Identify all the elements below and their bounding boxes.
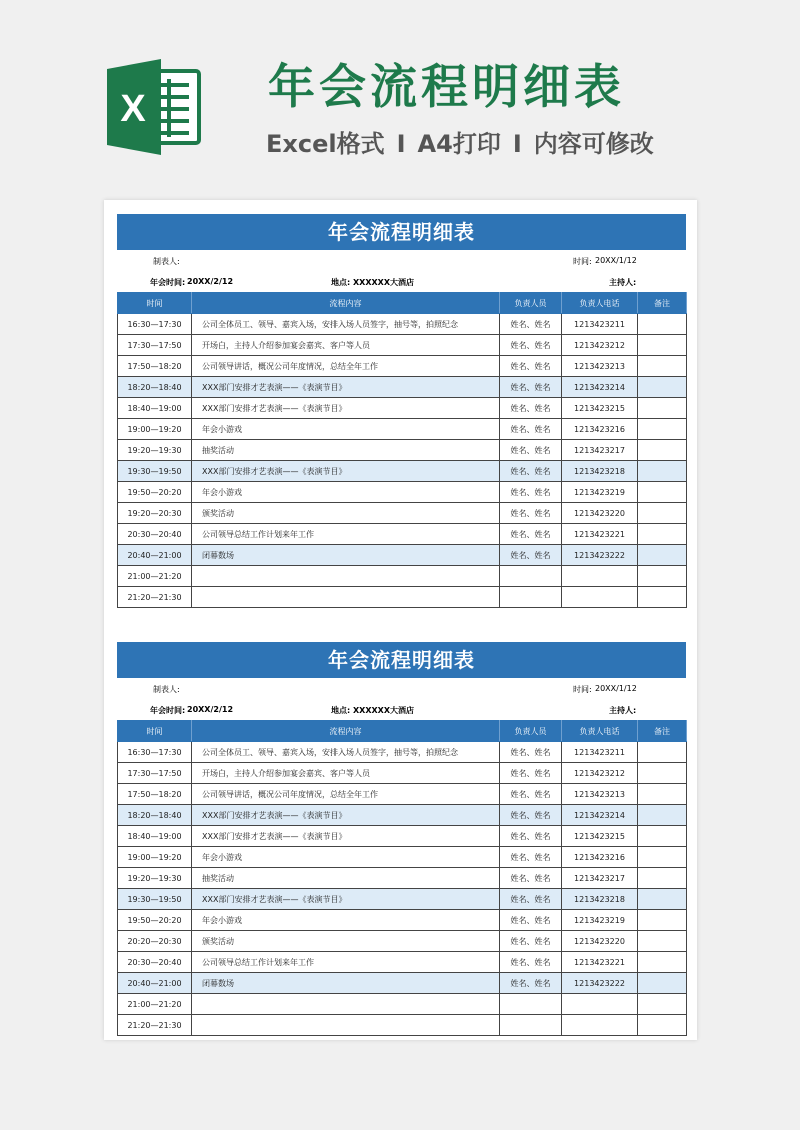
place-value: XXXXXX大酒店 <box>353 706 415 715</box>
table-row <box>118 826 687 847</box>
row-note-cell <box>638 461 687 482</box>
row-time-cell: 21:20—21:30 <box>118 1015 192 1036</box>
row-time-cell: 19:00—19:20 <box>118 419 192 440</box>
row-content-cell: 年会小游戏 <box>192 910 500 931</box>
row-time-cell: 19:50—20:20 <box>118 482 192 503</box>
time-label: 时间: <box>573 257 592 266</box>
date-label: 年会时间: <box>150 278 186 287</box>
table-row <box>118 763 687 784</box>
row-phone-cell: 1213423221 <box>562 952 638 973</box>
table-row <box>118 524 687 545</box>
row-time-cell: 18:40—19:00 <box>118 398 192 419</box>
table-row <box>118 952 687 973</box>
row-note-cell <box>638 826 687 847</box>
row-content-cell: 闭幕数场 <box>192 973 500 994</box>
table-row <box>118 742 687 763</box>
table-row <box>118 566 687 587</box>
row-staff-cell <box>500 1015 562 1036</box>
row-staff-cell: 姓名、姓名 <box>500 784 562 805</box>
row-phone-cell <box>562 566 638 587</box>
row-staff-cell <box>500 994 562 1015</box>
excel-logo-letter: X <box>120 88 146 130</box>
row-content-cell: 颁奖活动 <box>192 503 500 524</box>
row-staff-cell: 姓名、姓名 <box>500 440 562 461</box>
date-value: 20XX/2/12 <box>187 277 234 286</box>
row-time-cell: 17:50—18:20 <box>118 784 192 805</box>
row-time-cell: 20:40—21:00 <box>118 973 192 994</box>
row-content-cell <box>192 587 500 608</box>
sheet-1 <box>117 214 686 608</box>
col-header-time: 时间 <box>118 293 192 314</box>
time-value: 20XX/1/12 <box>595 256 637 265</box>
subtitle-editable: 内容可修改 <box>533 130 654 158</box>
row-time-cell: 21:20—21:30 <box>118 587 192 608</box>
col-header-phone: 负责人电话 <box>562 721 638 742</box>
row-content-cell: 公司领导总结工作计划来年工作 <box>192 524 500 545</box>
row-phone-cell: 1213423217 <box>562 868 638 889</box>
schedule-table <box>117 720 687 1036</box>
time-value: 20XX/1/12 <box>595 684 637 693</box>
subtitle-separator: I <box>512 130 522 158</box>
row-note-cell <box>638 763 687 784</box>
table-row <box>118 398 687 419</box>
place-label: 地点: <box>331 278 351 287</box>
row-time-cell: 18:20—18:40 <box>118 805 192 826</box>
row-staff-cell: 姓名、姓名 <box>500 910 562 931</box>
row-content-cell: XXX部门安排才艺表演——《表演节目》 <box>192 461 500 482</box>
table-row <box>118 440 687 461</box>
row-staff-cell: 姓名、姓名 <box>500 314 562 335</box>
row-time-cell: 17:50—18:20 <box>118 356 192 377</box>
row-note-cell <box>638 356 687 377</box>
table-row <box>118 847 687 868</box>
row-content-cell: XXX部门安排才艺表演——《表演节目》 <box>192 377 500 398</box>
sheet-2 <box>117 642 686 1036</box>
row-phone-cell: 1213423215 <box>562 826 638 847</box>
row-time-cell: 20:30—20:40 <box>118 952 192 973</box>
row-phone-cell: 1213423219 <box>562 482 638 503</box>
row-phone-cell: 1213423211 <box>562 742 638 763</box>
row-content-cell: 颁奖活动 <box>192 931 500 952</box>
date-label: 年会时间: <box>150 706 186 715</box>
meta-row-maker <box>117 678 686 699</box>
row-time-cell: 20:20—20:30 <box>118 931 192 952</box>
row-phone-cell: 1213423221 <box>562 524 638 545</box>
table-row <box>118 1015 687 1036</box>
row-time-cell: 19:50—20:20 <box>118 910 192 931</box>
table-header-row <box>118 293 687 314</box>
row-time-cell: 18:40—19:00 <box>118 826 192 847</box>
table-row <box>118 482 687 503</box>
row-staff-cell: 姓名、姓名 <box>500 847 562 868</box>
row-time-cell: 20:40—21:00 <box>118 545 192 566</box>
subtitle-separator: I <box>396 130 406 158</box>
row-note-cell <box>638 847 687 868</box>
row-note-cell <box>638 524 687 545</box>
row-note-cell <box>638 931 687 952</box>
time-label: 时间: <box>573 685 592 694</box>
col-header-phone: 负责人电话 <box>562 293 638 314</box>
row-phone-cell: 1213423219 <box>562 910 638 931</box>
col-header-time: 时间 <box>118 721 192 742</box>
table-row <box>118 461 687 482</box>
row-time-cell: 16:30—17:30 <box>118 314 192 335</box>
date-value: 20XX/2/12 <box>187 705 234 714</box>
row-time-cell: 19:20—20:30 <box>118 503 192 524</box>
table-row <box>118 587 687 608</box>
meta-row-info <box>117 699 686 720</box>
row-content-cell: XXX部门安排才艺表演——《表演节目》 <box>192 805 500 826</box>
row-note-cell <box>638 994 687 1015</box>
col-header-note: 备注 <box>638 721 687 742</box>
row-content-cell: 公司领导讲话，概况公司年度情况，总结全年工作 <box>192 356 500 377</box>
row-content-cell <box>192 1015 500 1036</box>
col-header-note: 备注 <box>638 293 687 314</box>
row-phone-cell: 1213423217 <box>562 440 638 461</box>
row-time-cell: 19:30—19:50 <box>118 461 192 482</box>
page-subtitle <box>266 128 654 160</box>
row-phone-cell: 1213423215 <box>562 398 638 419</box>
row-staff-cell: 姓名、姓名 <box>500 742 562 763</box>
row-phone-cell <box>562 994 638 1015</box>
row-note-cell <box>638 742 687 763</box>
row-phone-cell: 1213423220 <box>562 931 638 952</box>
row-content-cell: 公司全体员工、领导、嘉宾入场，安排入场人员签字，抽号等，拍照纪念 <box>192 314 500 335</box>
row-staff-cell: 姓名、姓名 <box>500 952 562 973</box>
row-staff-cell: 姓名、姓名 <box>500 377 562 398</box>
row-staff-cell: 姓名、姓名 <box>500 805 562 826</box>
table-row <box>118 805 687 826</box>
row-phone-cell: 1213423216 <box>562 419 638 440</box>
row-phone-cell: 1213423222 <box>562 545 638 566</box>
row-staff-cell: 姓名、姓名 <box>500 889 562 910</box>
row-phone-cell: 1213423218 <box>562 461 638 482</box>
row-content-cell: 公司全体员工、领导、嘉宾入场，安排入场人员签字，抽号等，拍照纪念 <box>192 742 500 763</box>
row-note-cell <box>638 335 687 356</box>
col-header-staff: 负责人员 <box>500 293 562 314</box>
excel-logo-icon <box>103 57 203 157</box>
col-header-content: 流程内容 <box>192 293 500 314</box>
row-phone-cell: 1213423220 <box>562 503 638 524</box>
table-row <box>118 503 687 524</box>
row-content-cell: 开场白，主持人介绍参加宴会嘉宾、客户等人员 <box>192 335 500 356</box>
row-content-cell: 公司领导总结工作计划来年工作 <box>192 952 500 973</box>
place-label: 地点: <box>331 706 351 715</box>
table-row <box>118 931 687 952</box>
row-note-cell <box>638 314 687 335</box>
table-header-row <box>118 721 687 742</box>
table-row <box>118 335 687 356</box>
maker-label: 制表人: <box>153 257 180 266</box>
row-phone-cell: 1213423212 <box>562 335 638 356</box>
col-header-staff: 负责人员 <box>500 721 562 742</box>
table-row <box>118 545 687 566</box>
table-row <box>118 973 687 994</box>
row-staff-cell: 姓名、姓名 <box>500 482 562 503</box>
host-label: 主持人: <box>609 706 637 715</box>
maker-label: 制表人: <box>153 685 180 694</box>
row-note-cell <box>638 952 687 973</box>
table-row <box>118 868 687 889</box>
col-header-content: 流程内容 <box>192 721 500 742</box>
row-phone-cell: 1213423213 <box>562 784 638 805</box>
row-content-cell: 年会小游戏 <box>192 847 500 868</box>
schedule-table <box>117 292 687 608</box>
row-phone-cell: 1213423212 <box>562 763 638 784</box>
row-staff-cell <box>500 566 562 587</box>
row-staff-cell: 姓名、姓名 <box>500 545 562 566</box>
host-label: 主持人: <box>609 278 637 287</box>
row-time-cell: 21:00—21:20 <box>118 994 192 1015</box>
row-staff-cell: 姓名、姓名 <box>500 524 562 545</box>
row-staff-cell: 姓名、姓名 <box>500 503 562 524</box>
row-staff-cell: 姓名、姓名 <box>500 356 562 377</box>
row-content-cell: XXX部门安排才艺表演——《表演节目》 <box>192 826 500 847</box>
row-content-cell: 抽奖活动 <box>192 868 500 889</box>
row-staff-cell: 姓名、姓名 <box>500 868 562 889</box>
row-phone-cell: 1213423216 <box>562 847 638 868</box>
row-note-cell <box>638 587 687 608</box>
row-note-cell <box>638 419 687 440</box>
row-content-cell: XXX部门安排才艺表演——《表演节目》 <box>192 889 500 910</box>
row-content-cell: 开场白，主持人介绍参加宴会嘉宾、客户等人员 <box>192 763 500 784</box>
subtitle-format: Excel格式 <box>266 130 385 158</box>
row-phone-cell <box>562 587 638 608</box>
row-staff-cell: 姓名、姓名 <box>500 973 562 994</box>
row-content-cell: 年会小游戏 <box>192 482 500 503</box>
row-note-cell <box>638 377 687 398</box>
row-note-cell <box>638 566 687 587</box>
row-note-cell <box>638 889 687 910</box>
place-value: XXXXXX大酒店 <box>353 278 415 287</box>
row-note-cell <box>638 503 687 524</box>
sheet-title: 年会流程明细表 <box>117 642 686 678</box>
row-staff-cell: 姓名、姓名 <box>500 461 562 482</box>
row-note-cell <box>638 784 687 805</box>
row-time-cell: 18:20—18:40 <box>118 377 192 398</box>
row-content-cell: 公司领导讲话，概况公司年度情况，总结全年工作 <box>192 784 500 805</box>
row-phone-cell: 1213423214 <box>562 377 638 398</box>
row-time-cell: 19:20—19:30 <box>118 440 192 461</box>
row-time-cell: 19:20—19:30 <box>118 868 192 889</box>
table-row <box>118 377 687 398</box>
table-row <box>118 419 687 440</box>
row-content-cell: 抽奖活动 <box>192 440 500 461</box>
row-time-cell: 19:30—19:50 <box>118 889 192 910</box>
row-content-cell: XXX部门安排才艺表演——《表演节目》 <box>192 398 500 419</box>
row-staff-cell: 姓名、姓名 <box>500 826 562 847</box>
row-note-cell <box>638 1015 687 1036</box>
row-time-cell: 16:30—17:30 <box>118 742 192 763</box>
row-phone-cell <box>562 1015 638 1036</box>
row-phone-cell: 1213423222 <box>562 973 638 994</box>
row-phone-cell: 1213423218 <box>562 889 638 910</box>
row-time-cell: 17:30—17:50 <box>118 335 192 356</box>
meta-row-maker <box>117 250 686 271</box>
row-content-cell <box>192 566 500 587</box>
row-time-cell: 20:30—20:40 <box>118 524 192 545</box>
row-note-cell <box>638 440 687 461</box>
sheet-title: 年会流程明细表 <box>117 214 686 250</box>
row-staff-cell: 姓名、姓名 <box>500 763 562 784</box>
row-phone-cell: 1213423214 <box>562 805 638 826</box>
row-content-cell: 年会小游戏 <box>192 419 500 440</box>
row-content-cell <box>192 994 500 1015</box>
table-row <box>118 889 687 910</box>
row-note-cell <box>638 805 687 826</box>
row-note-cell <box>638 398 687 419</box>
row-phone-cell: 1213423211 <box>562 314 638 335</box>
row-note-cell <box>638 910 687 931</box>
table-row <box>118 994 687 1015</box>
row-time-cell: 17:30—17:50 <box>118 763 192 784</box>
row-staff-cell <box>500 587 562 608</box>
row-staff-cell: 姓名、姓名 <box>500 931 562 952</box>
table-row <box>118 314 687 335</box>
row-content-cell: 闭幕数场 <box>192 545 500 566</box>
row-time-cell: 21:00—21:20 <box>118 566 192 587</box>
subtitle-print: A4打印 <box>417 130 501 158</box>
row-staff-cell: 姓名、姓名 <box>500 398 562 419</box>
row-note-cell <box>638 868 687 889</box>
meta-row-info <box>117 271 686 292</box>
page-title: 年会流程明细表 <box>268 60 625 115</box>
row-staff-cell: 姓名、姓名 <box>500 335 562 356</box>
table-row <box>118 356 687 377</box>
row-time-cell: 19:00—19:20 <box>118 847 192 868</box>
table-row <box>118 784 687 805</box>
table-row <box>118 910 687 931</box>
row-note-cell <box>638 973 687 994</box>
row-phone-cell: 1213423213 <box>562 356 638 377</box>
row-note-cell <box>638 482 687 503</box>
row-staff-cell: 姓名、姓名 <box>500 419 562 440</box>
row-note-cell <box>638 545 687 566</box>
